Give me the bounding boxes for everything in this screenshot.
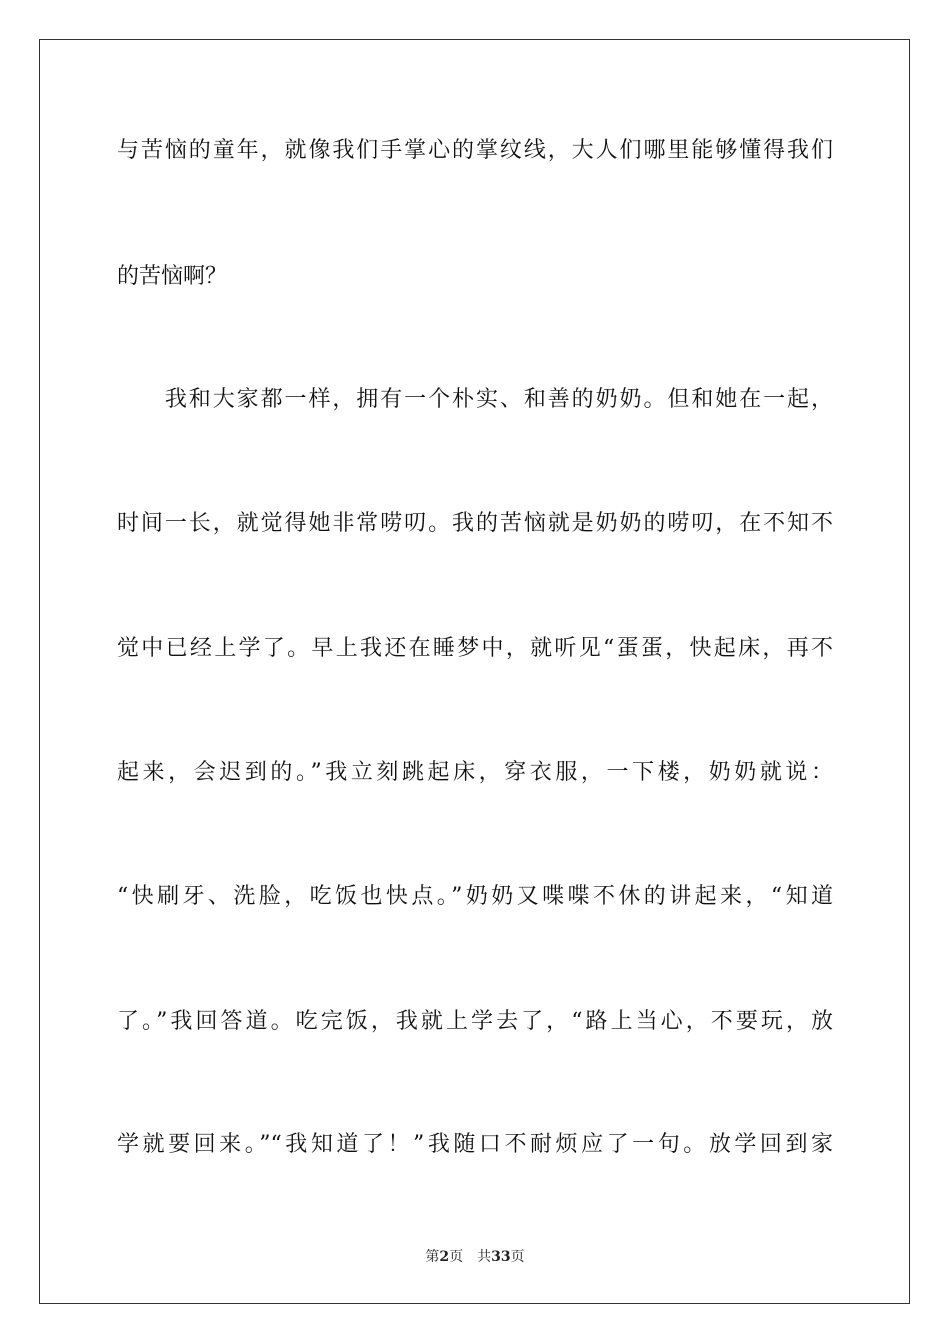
text-line: 觉中已经上学了。早上我还在睡梦中，就听见“蛋蛋，快起床，再不 — [117, 636, 833, 661]
total-page-count: 33 — [491, 1249, 511, 1265]
page-number-footer — [0, 1247, 950, 1267]
text-line: 学就要回来。”“我知道了！”我随口不耐烦应了一句。放学回到家 — [117, 1132, 833, 1157]
text-line: 了。”我回答道。吃完饭，我就上学去了，“路上当心，不要玩，放 — [117, 1009, 833, 1034]
footer-total-prefix: 共 — [477, 1249, 492, 1265]
text-line: 起来，会迟到的。”我立刻跳起床，穿衣服，一下楼，奶奶就说： — [117, 760, 833, 785]
footer-prefix: 第 — [425, 1249, 440, 1265]
text-line: 与苦恼的童年，就像我们手掌心的掌纹线，大人们哪里能够懂得我们 — [117, 138, 833, 163]
text-line: 我和大家都一样，拥有一个朴实、和善的奶奶。但和她在一起， — [117, 387, 833, 412]
text-line: “快刷牙、洗脸，吃饭也快点。”奶奶又喋喋不休的讲起来，“知道 — [117, 884, 833, 909]
footer-page-suffix: 页 — [449, 1249, 464, 1265]
footer-total-suffix: 页 — [510, 1249, 525, 1265]
text-line: 的苦恼啊？ — [117, 264, 228, 289]
current-page-number: 2 — [439, 1249, 450, 1265]
page-border — [39, 39, 910, 1304]
text-line: 时间一长，就觉得她非常唠叨。我的苦恼就是奶奶的唠叨，在不知不 — [117, 511, 833, 536]
